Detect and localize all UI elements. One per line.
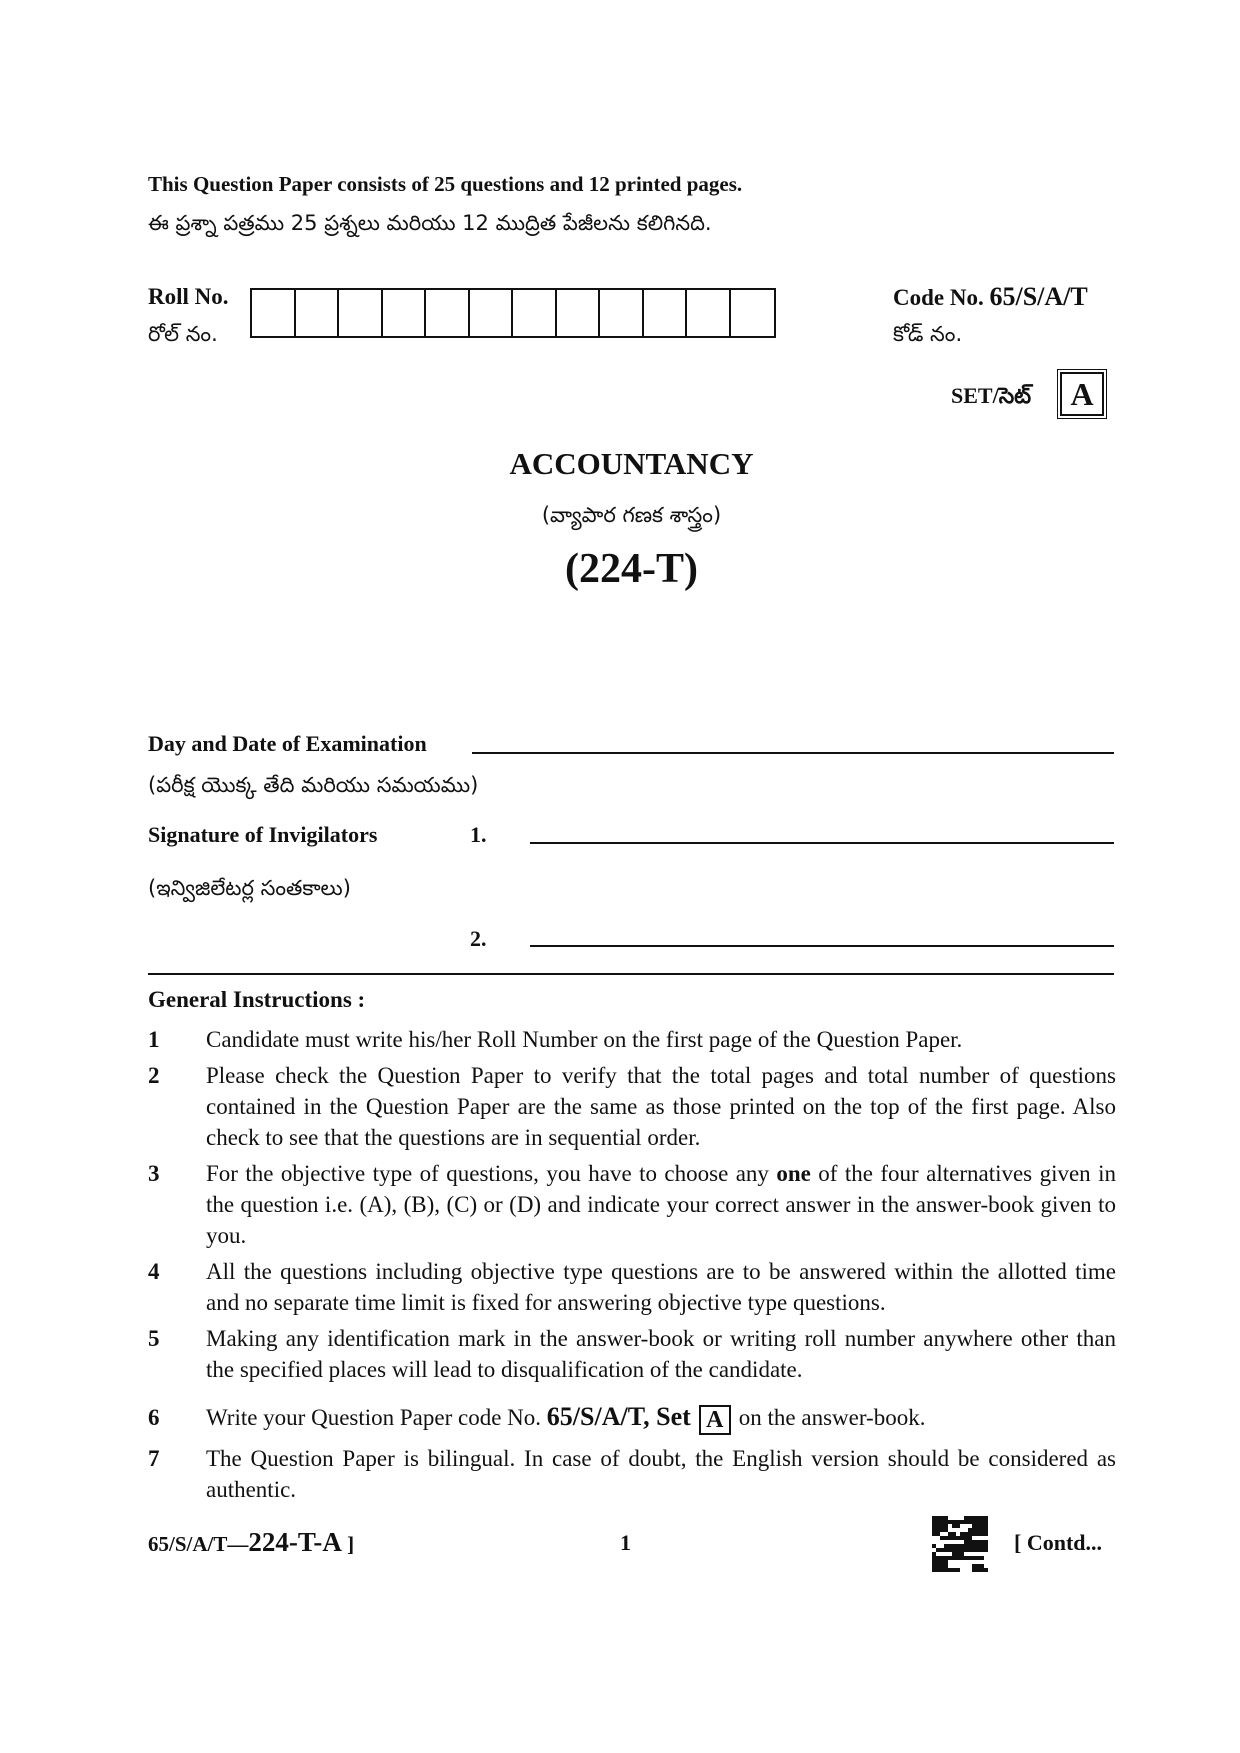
instruction-number: 6 xyxy=(148,1405,160,1431)
code-label-te: కోడ్ నం. xyxy=(893,322,963,346)
page-number: 1 xyxy=(620,1530,631,1555)
roll-digit-box[interactable] xyxy=(513,290,557,336)
roll-digit-box[interactable] xyxy=(470,290,514,336)
code-label: Code No. xyxy=(893,285,984,310)
instruction-item xyxy=(148,1024,1116,1055)
instruction-number: 3 xyxy=(148,1161,160,1186)
instruction-item xyxy=(148,1158,1116,1251)
footer-code-prefix: 65/S/A/T— xyxy=(148,1532,249,1556)
roll-digit-box[interactable] xyxy=(383,290,427,336)
instruction-text: Candidate must write his/her Roll Number on the first page of the Question Paper. xyxy=(206,1027,963,1052)
instruction-item xyxy=(148,1323,1116,1385)
instruction-text: Please check the Question Paper to verify that the total pages and total number of questions contained in the Question Paper are the same as those printed on the top of the first page. Also check to see that the questions are in sequential order. xyxy=(206,1063,1116,1150)
instruction-text-part: Write your Question Paper code No. xyxy=(206,1405,547,1430)
roll-digit-box[interactable] xyxy=(296,290,340,336)
qr-code-icon xyxy=(932,1516,988,1572)
roll-digit-box[interactable] xyxy=(600,290,644,336)
roll-label-en: Roll No. xyxy=(148,284,229,309)
instruction-text-part: For the objective type of questions, you have to choose any xyxy=(206,1161,777,1186)
instruction-emphasis: one xyxy=(776,1161,811,1186)
sign-number-1: 1. xyxy=(470,822,487,847)
invigilator-sign-label-te: (ఇన్విజిలేటర్ల సంతకాలు) xyxy=(148,876,351,900)
instruction-item xyxy=(148,1256,1116,1318)
instruction-text-part: of the four alternatives given in the question i.e. (A), (B), (C) or (D) and indicate your correct answer in the answer-book given to you. xyxy=(206,1161,1116,1248)
roll-digit-box[interactable] xyxy=(426,290,470,336)
set-label: SET/సెట్ xyxy=(951,383,1032,408)
set-box: A xyxy=(1060,372,1104,416)
instruction-text: Making any identification mark in the answer-book or writing roll number anywhere other than the specified places will lead to disqualification of the candidate. xyxy=(206,1326,1116,1382)
instruction-number: 2 xyxy=(148,1063,160,1088)
roll-digit-box[interactable] xyxy=(557,290,601,336)
instructions-heading: General Instructions : xyxy=(148,987,366,1012)
subject-title-te: (వ్యాపార గణక శాస్త్రం) xyxy=(541,503,722,527)
instruction-number: 4 xyxy=(148,1259,160,1284)
invigilator-sign-line-2[interactable] xyxy=(530,945,1114,947)
instruction-emphasis: 65/S/A/T, Set xyxy=(546,1402,691,1431)
paper-info-te: ఈ ప్రశ్నా పత్రము 25 ప్రశ్నలు మరియు 12 ముద్రిత పేజీలను కలిగినది. xyxy=(148,211,712,235)
instruction-text: All the questions including objective type questions are to be answered within the allotted time and no separate time limit is fixed for answering objective type questions. xyxy=(206,1259,1116,1315)
roll-number-boxes[interactable] xyxy=(250,288,776,338)
instruction-item xyxy=(148,1060,1116,1153)
footer-code-bracket: ] xyxy=(347,1532,355,1556)
exam-date-line[interactable] xyxy=(472,752,1114,754)
footer-paper-code xyxy=(148,1527,354,1558)
exam-date-label-te: (పరీక్ష యొక్క తేది మరియు సమయము) xyxy=(148,773,479,797)
set-box-inline: A xyxy=(699,1405,731,1435)
invigilator-sign-label: Signature of Invigilators xyxy=(148,822,378,847)
instruction-text-part: on the answer-book. xyxy=(738,1405,926,1430)
instruction-text xyxy=(206,1401,1116,1435)
instruction-number: 5 xyxy=(148,1326,160,1351)
subject-code: (224-T) xyxy=(565,546,698,592)
code-number xyxy=(893,282,1088,312)
roll-digit-box[interactable] xyxy=(731,290,775,336)
instruction-number: 1 xyxy=(148,1027,160,1052)
roll-digit-box[interactable] xyxy=(687,290,731,336)
footer-code-main: 224-T-A xyxy=(248,1527,342,1557)
subject-title: ACCOUNTANCY xyxy=(509,446,754,481)
code-value: 65/S/A/T xyxy=(989,282,1088,311)
roll-digit-box[interactable] xyxy=(644,290,688,336)
instruction-item xyxy=(148,1443,1116,1505)
instruction-text xyxy=(206,1158,1116,1251)
qr-module xyxy=(984,1568,988,1572)
continued-label: [ Contd... xyxy=(1014,1530,1103,1555)
instruction-number: 7 xyxy=(148,1445,160,1471)
instruction-item xyxy=(148,1401,1116,1435)
roll-digit-box[interactable] xyxy=(252,290,296,336)
exam-date-label: Day and Date of Examination xyxy=(148,731,427,756)
roll-digit-box[interactable] xyxy=(339,290,383,336)
section-divider xyxy=(148,973,1114,975)
instruction-text: The Question Paper is bilingual. In case of doubt, the English version should be considered as authentic. xyxy=(206,1445,1116,1502)
sign-number-2: 2. xyxy=(470,926,487,951)
instructions-list xyxy=(148,1024,1116,1510)
invigilator-sign-line-1[interactable] xyxy=(530,842,1114,844)
roll-label-te: రోల్ నం. xyxy=(148,322,218,346)
paper-info-en: This Question Paper consists of 25 questions and 12 printed pages. xyxy=(148,172,743,196)
